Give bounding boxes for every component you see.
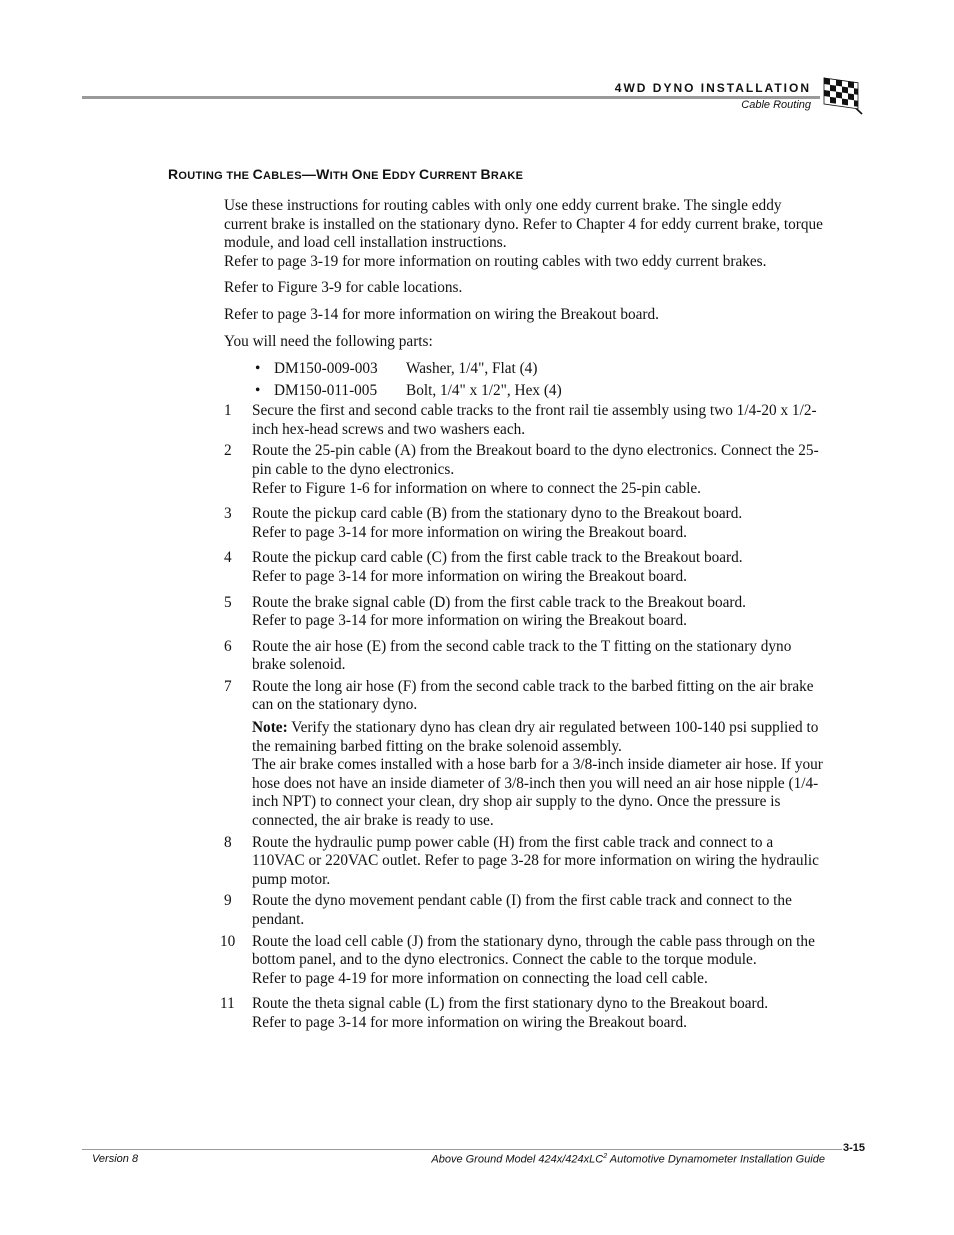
heading-part: ABLES (263, 170, 302, 182)
step-text: Route the long air hose (F) from the second cable track to the barbed fitting on the air brake can on the stationary dyno. (252, 677, 814, 714)
parts-list-item (224, 380, 824, 402)
step-text: Route the pickup card cable (B) from the stationary dyno to the Breakout board. (252, 505, 743, 523)
heading-part: O (351, 166, 363, 182)
step-reference: Refer to Figure 1-6 for information on where to connect the 25-pin cable. (252, 479, 701, 497)
step-number: 3 (224, 505, 232, 523)
heading-part: R (168, 166, 179, 182)
running-header-title: 4WD DYNO INSTALLATION (614, 81, 811, 95)
heading-part: OUTING THE (178, 170, 253, 182)
guide-title-superscript: 2 (603, 1153, 608, 1160)
intro-paragraph: Refer to Figure 3-9 for cable locations. (224, 279, 463, 297)
step-2 (224, 442, 824, 479)
step-4 (224, 549, 824, 568)
heading-part: RAKE (490, 170, 524, 182)
checkered-flag-icon (820, 76, 866, 116)
step-number: 10 (220, 932, 236, 950)
heading-part: —W (301, 166, 330, 182)
page-number: 3-15 (843, 1142, 866, 1154)
step-note (224, 719, 824, 756)
step-number: 8 (224, 833, 232, 851)
step-5 (224, 594, 824, 613)
step-text: Route the hydraulic pump power cable (H) from the first cable track and connect to a 110VAC or 220VAC outlet. Refer to page 3-28 for more information on wiring the hydraulic pump motor. (252, 833, 819, 888)
bullet-marker: • (255, 360, 261, 378)
running-header-subtitle: Cable Routing (741, 99, 811, 111)
step-reference: Refer to page 3-14 for more information on wiring the Breakout board. (252, 523, 687, 541)
step-reference: Refer to page 3-14 for more information on wiring the Breakout board. (252, 567, 687, 585)
step-text: Route the dyno movement pendant cable (I) from the first cable track and connect to the pendant. (252, 892, 792, 928)
step-number: 5 (224, 593, 232, 611)
step-reference: Refer to page 4-19 for more information on connecting the load cell cable. (252, 969, 708, 987)
step-text: Route the air hose (E) from the second cable track to the T fitting on the stationary dyno brake solenoid. (252, 637, 792, 674)
parts-list (224, 358, 824, 402)
parts-list-item (224, 358, 824, 380)
step-number: 11 (220, 995, 235, 1013)
intro-paragraph: You will need the following parts: (224, 332, 433, 350)
step-paragraph: The air brake comes installed with a hose barb for a 3/8-inch inside diameter air hose. If your hose does not have an inside diameter of 3/8-inch then you will need an air hose nipple (1/4-inch NPT) to connect your clean, dry shop air supply to the dyno. Once the pressure is connected, the air brake is ready to use. (252, 756, 823, 830)
heading-part: C (252, 166, 264, 182)
step-text: Route the pickup card cable (C) from the first cable track to the Breakout board. (252, 549, 743, 567)
part-number: DM150-009-003 (274, 360, 378, 378)
heading-part: ITH (329, 170, 352, 182)
guide-title-suffix: Automotive Dynamometer Installation Guide (607, 1153, 825, 1166)
note-label: Note: (252, 719, 288, 737)
heading-part: C (419, 166, 430, 182)
step-reference: Refer to page 3-14 for more information on wiring the Breakout board. (252, 612, 687, 630)
footer-rule (82, 1149, 842, 1150)
header-rule (82, 96, 820, 99)
footer-guide-title (431, 1153, 825, 1166)
step-1 (224, 402, 824, 439)
step-10 (220, 932, 824, 970)
intro-paragraph: Use these instructions for routing cables with only one eddy current brake. The single eddy current brake is installed on the stationary dyno. Refer to Chapter 4 for eddy current brake, torque module, and load cell installation instructions. (224, 197, 823, 252)
main-content (220, 197, 824, 1033)
section-heading (168, 166, 523, 182)
heading-part: E (382, 166, 392, 182)
step-8 (224, 834, 824, 890)
step-text: Route the brake signal cable (D) from the first cable track to the Breakout board. (252, 593, 746, 611)
step-7 (224, 678, 824, 715)
step-text: Secure the first and second cable tracks to the front rail tie assembly using two 1/4-20 x 1/2-inch hex-head screws and two washers each. (252, 402, 817, 438)
step-9 (224, 892, 824, 929)
part-description: Bolt, 1/4" x 1/2", Hex (4) (406, 382, 562, 400)
note-text: Verify the stationary dyno has clean dry air regulated between 100-140 psi supplied to the remaining barbed fitting on the brake solenoid assembly. (252, 719, 819, 755)
footer-version: Version 8 (92, 1153, 139, 1165)
part-number: DM150-011-005 (274, 382, 378, 400)
step-11 (220, 995, 824, 1014)
step-number: 7 (224, 677, 232, 695)
step-3 (224, 505, 824, 524)
step-6 (224, 638, 824, 675)
intro-paragraph: Refer to page 3-19 for more information on routing cables with two eddy current brakes. (224, 252, 767, 270)
step-number: 1 (224, 402, 232, 420)
step-text: Route the load cell cable (J) from the stationary dyno, through the cable pass through on the bottom panel, and to the dyno electronics. Connect the cable to the torque module. (252, 932, 815, 969)
step-number: 2 (224, 442, 232, 460)
heading-part: NE (362, 170, 383, 182)
step-text: Route the 25-pin cable (A) from the Breakout board to the dyno electronics. Connect the 25-pin cable to the dyno electronics. (252, 442, 819, 478)
part-description: Washer, 1/4", Flat (4) (406, 360, 538, 378)
heading-part: URRENT (429, 170, 481, 182)
step-number: 4 (224, 549, 232, 567)
step-text: Route the theta signal cable (L) from the first stationary dyno to the Breakout board. (252, 995, 769, 1013)
bullet-marker: • (255, 382, 261, 400)
step-reference: Refer to page 3-14 for more information on wiring the Breakout board. (252, 1013, 687, 1031)
heading-part: DDY (391, 170, 420, 182)
step-number: 6 (224, 637, 232, 655)
step-number: 9 (224, 892, 232, 910)
guide-title-prefix: Above Ground Model 424x/424xLC (431, 1153, 604, 1166)
heading-part: B (480, 166, 491, 182)
intro-paragraph: Refer to page 3-14 for more information on wiring the Breakout board. (224, 305, 659, 323)
